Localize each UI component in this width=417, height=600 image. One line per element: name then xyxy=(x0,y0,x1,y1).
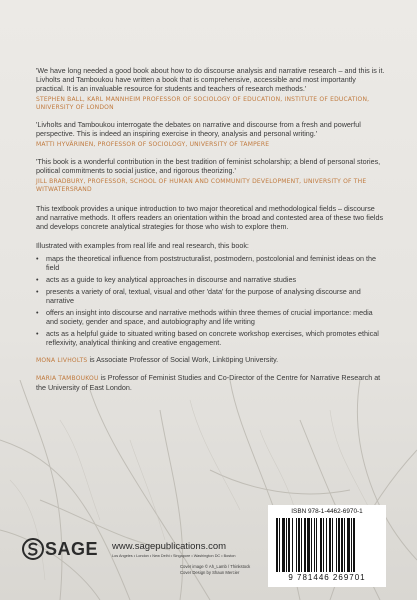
bullet-icon: • xyxy=(36,308,39,317)
author-bio-1 xyxy=(36,355,386,365)
author-name-2: MARIA TAMBOUKOU xyxy=(36,375,99,382)
author-name-1: MONA LIVHOLTS xyxy=(36,357,88,364)
sage-logo xyxy=(22,538,98,560)
endorsement-attribution-1: STEPHEN BALL, KARL MANNHEIM PROFESSOR OF SOCIOLOGY OF EDUCATION, INSTITUTE OF EDUCATION, UNIVERSITY OF LONDON xyxy=(36,96,370,111)
publisher-logo-text: SAGE xyxy=(45,538,99,559)
publisher-cities: Los Angeles • London • New Delhi • Singapore • Washington DC • Boston xyxy=(112,554,236,558)
bullet-icon: • xyxy=(36,287,39,296)
feature-item xyxy=(36,275,386,284)
cover-image-credit: Cover image © Ah_Lamb / Thinkstock xyxy=(180,564,251,569)
feature-item xyxy=(36,329,386,347)
cover-design-credit: Cover Design by Shaun Mercier xyxy=(180,570,240,575)
feature-item xyxy=(36,254,386,272)
endorsement-attribution-2: MATTI HYVÄRINEN, PROFESSOR OF SOCIOLOGY, UNIVERSITY OF TAMPERE xyxy=(36,141,270,148)
feature-item-text: acts as a helpful guide to situated writing based on concrete workshop exercises, which promotes ethical reflexivity, analytical thinking and creative engagement. xyxy=(46,329,379,347)
barcode-panel xyxy=(268,505,386,587)
feature-list-heading: Illustrated with examples from real life and real research, this book: xyxy=(36,241,249,250)
cover-text xyxy=(36,66,386,392)
author-bio-text-2: is Professor of Feminist Studies and Co-Director of the Centre for Narrative Research at the University of East London. xyxy=(36,373,381,392)
publisher-url: www.sagepublications.com xyxy=(112,541,227,552)
sage-logo-icon xyxy=(22,538,44,560)
feature-item xyxy=(36,287,386,305)
feature-item-text: offers an insight into discourse and narrative methods within three themes of crucial importance: media and society, gender and space, and autobiography and life writing xyxy=(46,308,373,326)
feature-list xyxy=(36,254,386,347)
feature-item-text: acts as a guide to key analytical approaches in discourse and narrative studies xyxy=(46,275,297,284)
bullet-icon: • xyxy=(36,329,39,338)
author-bio-text-1: is Associate Professor of Social Work, Linköping University. xyxy=(87,355,279,364)
feature-item-text: maps the theoretical influence from poststructuralist, postmodern, postcolonial and feminist ideas on the field xyxy=(46,254,377,272)
feature-item xyxy=(36,308,386,326)
endorsement-quote-3: 'This book is a wonderful contribution in the best tradition of feminist scholarship; a blend of personal stories, political commitments to social justice, and rigorous theorizing.' xyxy=(36,157,381,175)
author-bio-2 xyxy=(36,373,386,392)
endorsement-quote-1: 'We have long needed a good book about how to do discourse analysis and narrative research – and this is it. Livholts and Tamboukou have written a book that is comprehensive, accessible and most importantly practical. It is an invaluable resource for students and teachers of research methods.' xyxy=(36,66,385,93)
barcode-number: 9 781446 269701 xyxy=(288,573,366,582)
book-description: This textbook provides a unique introduction to two major theoretical and methodological fields – discourse and narrative methods. It offers readers an orientation within the broad and contested area of these two fields and develops concrete analytical strategies for those who wish to explore them. xyxy=(36,204,384,231)
barcode-image xyxy=(276,518,378,572)
endorsement-quote-2: 'Livholts and Tamboukou interrogate the debates on narrative and discourse from a fresh and powerful perspective. This is indeed an inspiring exercise in theory, analysis and personal writing.' xyxy=(36,120,361,138)
bullet-icon: • xyxy=(36,275,39,284)
endorsement-attribution-3: JILL BRADBURY, PROFESSOR, SCHOOL OF HUMAN AND COMMUNITY DEVELOPMENT, UNIVERSITY OF THE WITWATERSRAND xyxy=(36,178,367,193)
bullet-icon: • xyxy=(36,254,39,263)
feature-item-text: presents a variety of oral, textual, visual and other 'data' for the purpose of analysing discourse and narrative xyxy=(46,287,361,305)
isbn-label: ISBN 978-1-4462-6970-1 xyxy=(291,508,363,515)
